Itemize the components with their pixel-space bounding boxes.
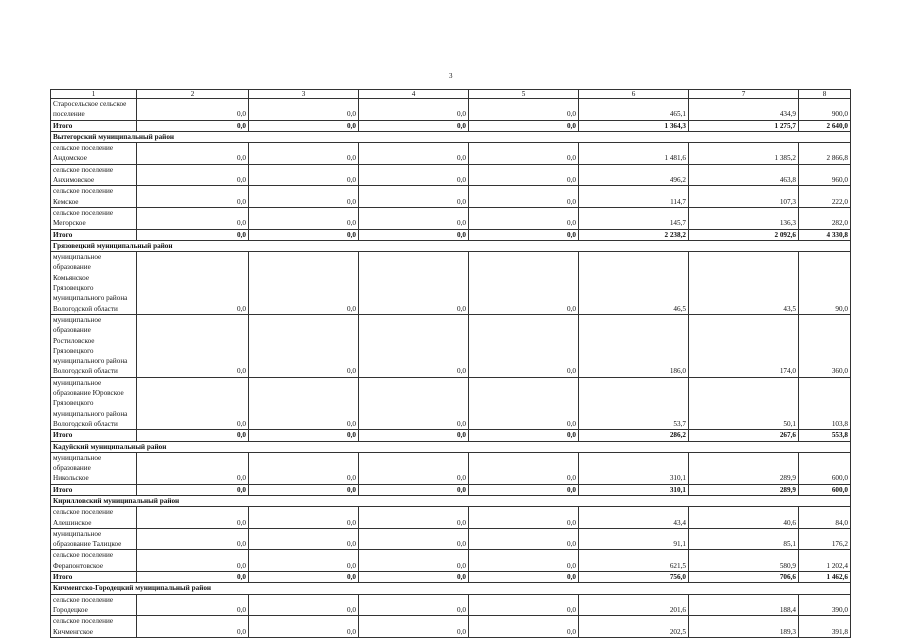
section-row	[51, 441, 851, 452]
value-cell: 0,0	[249, 594, 359, 616]
value-cell: 0,0	[359, 143, 469, 165]
value-cell: 286,2	[579, 430, 689, 441]
value-cell: 0,0	[249, 528, 359, 550]
value-cell: 360,0	[799, 314, 851, 377]
value-cell: 1 202,4	[799, 550, 851, 572]
row-label-text: Итого	[53, 230, 73, 239]
value-cell: 289,9	[689, 484, 799, 495]
table-row	[51, 164, 851, 186]
value-cell: 0,0	[469, 186, 579, 208]
value-cell: 0,0	[359, 616, 469, 638]
row-label-text: муниципальное образование Талицкое	[53, 529, 122, 549]
budget-table	[50, 89, 851, 638]
row-label	[51, 164, 137, 186]
value-cell: 85,1	[689, 528, 799, 550]
value-cell: 0,0	[359, 207, 469, 229]
value-cell: 0,0	[469, 507, 579, 529]
value-cell: 0,0	[359, 186, 469, 208]
table-header-row	[51, 90, 851, 99]
value-cell: 580,9	[689, 550, 799, 572]
section-row	[51, 131, 851, 142]
row-label	[51, 572, 137, 583]
value-cell: 114,7	[579, 186, 689, 208]
value-cell: 43,4	[579, 507, 689, 529]
value-cell: 91,1	[579, 528, 689, 550]
value-cell: 2 640,0	[799, 120, 851, 131]
value-cell: 289,9	[689, 452, 799, 484]
value-cell: 0,0	[469, 99, 579, 121]
value-cell: 0,0	[137, 120, 249, 131]
value-cell: 0,0	[359, 120, 469, 131]
value-cell: 0,0	[469, 143, 579, 165]
value-cell: 0,0	[359, 229, 469, 240]
value-cell: 0,0	[469, 377, 579, 429]
value-cell: 0,0	[469, 572, 579, 583]
row-label	[51, 528, 137, 550]
row-label	[51, 314, 137, 377]
value-cell: 0,0	[249, 120, 359, 131]
table-row	[51, 143, 851, 165]
value-cell: 53,7	[579, 377, 689, 429]
value-cell: 391,8	[799, 616, 851, 638]
table-row	[51, 252, 851, 315]
value-cell: 2 866,8	[799, 143, 851, 165]
row-label-text: Итого	[53, 121, 73, 130]
row-label-text: сельское поселение Андомское	[53, 144, 114, 163]
value-cell: 0,0	[359, 484, 469, 495]
value-cell: 145,7	[579, 207, 689, 229]
section-title: Кичменгско-Городецкий муниципальный район	[51, 583, 851, 594]
row-label	[51, 252, 137, 315]
row-label	[51, 377, 137, 429]
row-label	[51, 550, 137, 572]
value-cell: 463,8	[689, 164, 799, 186]
table-row	[51, 550, 851, 572]
value-cell: 553,8	[799, 430, 851, 441]
value-cell: 0,0	[359, 572, 469, 583]
column-header: 4	[359, 90, 469, 99]
value-cell: 0,0	[249, 550, 359, 572]
row-label	[51, 99, 137, 121]
value-cell: 0,0	[469, 528, 579, 550]
total-row	[51, 229, 851, 240]
value-cell: 0,0	[137, 314, 249, 377]
value-cell: 0,0	[359, 528, 469, 550]
row-label-text: сельское поселение Кемское	[53, 187, 114, 206]
row-label-text: сельское поселение Городецкое	[53, 595, 114, 614]
row-label-text: сельское поселение Анхимовское	[53, 165, 114, 185]
section-row	[51, 240, 851, 251]
table-row	[51, 528, 851, 550]
value-cell: 0,0	[249, 484, 359, 495]
value-cell: 201,6	[579, 594, 689, 616]
value-cell: 756,0	[579, 572, 689, 583]
section-title: Кирилловский муниципальный район	[51, 495, 851, 506]
table-row	[51, 186, 851, 208]
table-row	[51, 616, 851, 638]
value-cell: 0,0	[249, 99, 359, 121]
table-row	[51, 594, 851, 616]
value-cell: 282,0	[799, 207, 851, 229]
value-cell: 103,8	[799, 377, 851, 429]
value-cell: 0,0	[249, 616, 359, 638]
value-cell: 621,5	[579, 550, 689, 572]
section-row	[51, 495, 851, 506]
row-label-text: сельское поселение Мегорское	[53, 208, 114, 228]
value-cell: 0,0	[359, 252, 469, 315]
row-label-text: муниципальное образование Ростиловское Грязовецкого муниципального района Вологодской области	[53, 315, 128, 376]
column-header: 5	[469, 90, 579, 99]
value-cell: 0,0	[249, 377, 359, 429]
value-cell: 0,0	[137, 430, 249, 441]
value-cell: 0,0	[137, 528, 249, 550]
value-cell: 267,6	[689, 430, 799, 441]
value-cell: 900,0	[799, 99, 851, 121]
value-cell: 310,1	[579, 484, 689, 495]
value-cell: 0,0	[469, 430, 579, 441]
value-cell: 496,2	[579, 164, 689, 186]
value-cell: 0,0	[137, 594, 249, 616]
column-header: 7	[689, 90, 799, 99]
value-cell: 0,0	[137, 377, 249, 429]
value-cell: 40,6	[689, 507, 799, 529]
table-row	[51, 207, 851, 229]
value-cell: 50,1	[689, 377, 799, 429]
value-cell: 465,1	[579, 99, 689, 121]
row-label-text: муниципальное образование Комьянское Грязовецкого муниципального района Вологодской области	[53, 253, 128, 313]
row-label	[51, 594, 137, 616]
value-cell: 0,0	[137, 229, 249, 240]
value-cell: 960,0	[799, 164, 851, 186]
value-cell: 0,0	[469, 452, 579, 484]
value-cell: 43,5	[689, 252, 799, 315]
table-row	[51, 507, 851, 529]
value-cell: 188,4	[689, 594, 799, 616]
column-header: 8	[799, 90, 851, 99]
row-label-text: сельское поселение Кичменгское	[53, 617, 114, 636]
value-cell: 0,0	[469, 594, 579, 616]
value-cell: 706,6	[689, 572, 799, 583]
section-title: Вытегорский муниципальный район	[51, 131, 851, 142]
value-cell: 0,0	[249, 314, 359, 377]
value-cell: 1 385,2	[689, 143, 799, 165]
value-cell: 174,0	[689, 314, 799, 377]
table-row	[51, 314, 851, 377]
value-cell: 189,3	[689, 616, 799, 638]
value-cell: 0,0	[137, 99, 249, 121]
value-cell: 186,0	[579, 314, 689, 377]
row-label-text: муниципальное образование Юровское Грязовецкого муниципального района Вологодской области	[53, 378, 128, 428]
row-label	[51, 616, 137, 638]
value-cell: 0,0	[469, 207, 579, 229]
value-cell: 4 330,8	[799, 229, 851, 240]
value-cell: 84,0	[799, 507, 851, 529]
value-cell: 107,3	[689, 186, 799, 208]
value-cell: 0,0	[249, 452, 359, 484]
section-title: Кадуйский муниципальный район	[51, 441, 851, 452]
table-row	[51, 377, 851, 429]
value-cell: 0,0	[469, 484, 579, 495]
row-label-text: Итого	[53, 573, 73, 582]
value-cell: 0,0	[137, 452, 249, 484]
value-cell: 390,0	[799, 594, 851, 616]
value-cell: 0,0	[249, 164, 359, 186]
value-cell: 1 481,6	[579, 143, 689, 165]
value-cell: 0,0	[137, 207, 249, 229]
section-title: Грязовецкий муниципальный район	[51, 240, 851, 251]
value-cell: 0,0	[359, 430, 469, 441]
value-cell: 222,0	[799, 186, 851, 208]
value-cell: 46,5	[579, 252, 689, 315]
value-cell: 0,0	[137, 616, 249, 638]
value-cell: 0,0	[359, 452, 469, 484]
value-cell: 0,0	[469, 164, 579, 186]
value-cell: 202,5	[579, 616, 689, 638]
value-cell: 600,0	[799, 452, 851, 484]
value-cell: 0,0	[137, 484, 249, 495]
page-number: 3	[449, 72, 453, 80]
row-label-text: муниципальное образование Никольское	[53, 453, 102, 483]
value-cell: 2 238,2	[579, 229, 689, 240]
column-header: 3	[249, 90, 359, 99]
value-cell: 0,0	[137, 550, 249, 572]
row-label	[51, 229, 137, 240]
row-label-text: Итого	[53, 485, 73, 494]
column-header: 6	[579, 90, 689, 99]
value-cell: 0,0	[249, 143, 359, 165]
value-cell: 1 364,3	[579, 120, 689, 131]
value-cell: 0,0	[137, 572, 249, 583]
value-cell: 434,9	[689, 99, 799, 121]
value-cell: 0,0	[469, 120, 579, 131]
value-cell: 0,0	[249, 430, 359, 441]
value-cell: 176,2	[799, 528, 851, 550]
row-label-text: Старосельское сельское поселение	[53, 100, 127, 119]
column-header: 2	[137, 90, 249, 99]
value-cell: 0,0	[249, 207, 359, 229]
value-cell: 0,0	[249, 252, 359, 315]
row-label	[51, 143, 137, 165]
value-cell: 0,0	[137, 507, 249, 529]
value-cell: 1 462,6	[799, 572, 851, 583]
total-row	[51, 572, 851, 583]
table-row	[51, 99, 851, 121]
value-cell: 0,0	[469, 550, 579, 572]
value-cell: 136,3	[689, 207, 799, 229]
value-cell: 0,0	[137, 143, 249, 165]
column-header: 1	[51, 90, 137, 99]
value-cell: 0,0	[249, 186, 359, 208]
value-cell: 0,0	[249, 507, 359, 529]
value-cell: 310,1	[579, 452, 689, 484]
row-label-text: сельское поселение Ферапонтовское	[53, 551, 114, 570]
value-cell: 0,0	[249, 572, 359, 583]
total-row	[51, 430, 851, 441]
value-cell: 0,0	[359, 164, 469, 186]
value-cell: 0,0	[469, 314, 579, 377]
table-row	[51, 452, 851, 484]
value-cell: 0,0	[469, 229, 579, 240]
row-label	[51, 484, 137, 495]
value-cell: 1 275,7	[689, 120, 799, 131]
value-cell: 0,0	[137, 186, 249, 208]
value-cell: 0,0	[469, 616, 579, 638]
value-cell: 90,0	[799, 252, 851, 315]
value-cell: 0,0	[359, 507, 469, 529]
row-label	[51, 507, 137, 529]
value-cell: 0,0	[359, 594, 469, 616]
section-row	[51, 583, 851, 594]
row-label	[51, 207, 137, 229]
value-cell: 0,0	[359, 314, 469, 377]
value-cell: 0,0	[359, 550, 469, 572]
value-cell: 600,0	[799, 484, 851, 495]
row-label	[51, 120, 137, 131]
row-label-text: сельское поселение Алешинское	[53, 508, 114, 527]
value-cell: 0,0	[469, 252, 579, 315]
row-label-text: Итого	[53, 431, 73, 440]
value-cell: 2 092,6	[689, 229, 799, 240]
value-cell: 0,0	[249, 229, 359, 240]
row-label	[51, 430, 137, 441]
row-label	[51, 186, 137, 208]
value-cell: 0,0	[359, 377, 469, 429]
row-label	[51, 452, 137, 484]
total-row	[51, 484, 851, 495]
value-cell: 0,0	[359, 99, 469, 121]
value-cell: 0,0	[137, 164, 249, 186]
value-cell: 0,0	[137, 252, 249, 315]
total-row	[51, 120, 851, 131]
